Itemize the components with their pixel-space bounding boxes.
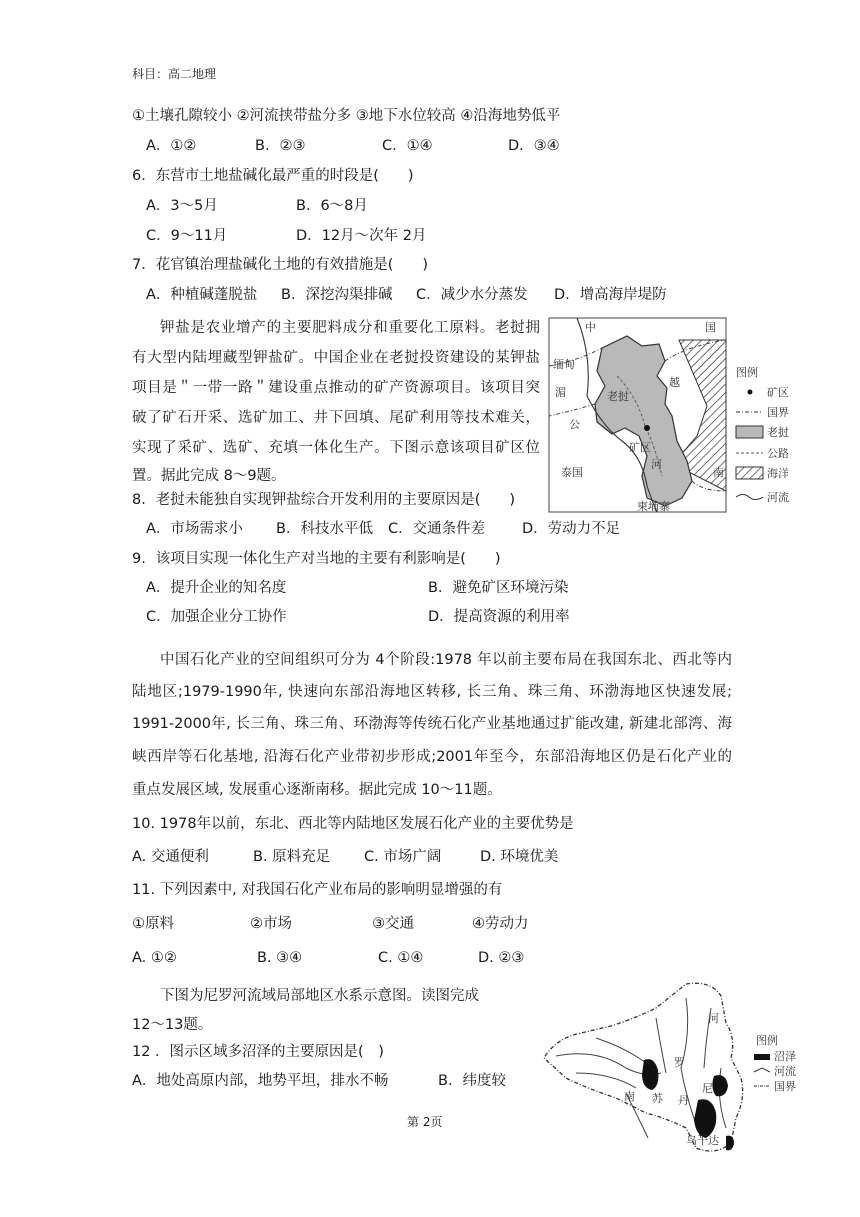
legend-river-icon	[736, 495, 763, 500]
label-nile-1: 罗	[674, 1056, 685, 1069]
q9-option-a: A．提升企业的知名度	[146, 580, 287, 596]
q10-option-c: C. 市场广阔	[364, 849, 442, 865]
q7-option-b: B．深挖沟渠排碱	[281, 287, 393, 303]
label-laos: 老挝	[607, 390, 629, 403]
q10-option-b: B. 原料充足	[253, 849, 331, 865]
passage-nile-line-1: 下图为尼罗河流域局部地区水系示意图。读图完成	[160, 988, 479, 1004]
label-nile-river: 河	[708, 1012, 719, 1025]
q9-option-b: B．避免矿区环境污染	[428, 580, 569, 596]
q5-option-b: B．②③	[255, 138, 306, 154]
passage-laos-line-4: 破了矿石开采、选矿加工、井下回填、尾矿利用等技术难关，	[132, 410, 540, 426]
q8-stem: 8．老挝未能独自实现钾盐综合开发利用的主要原因是( )	[132, 492, 516, 508]
passage-petro-line-4: 峡西岸等石化基地, 沿海石化产业带初步形成;2001年至今，东部沿海地区仍是石化产业的	[132, 749, 732, 765]
legend-laos: 老挝	[767, 426, 789, 439]
legend-nile-river: 河流	[774, 1065, 796, 1078]
legend-road: 公路	[767, 447, 789, 460]
q10-stem: 10. 1978年以前，东北、西北等内陆地区发展石化产业的主要优势是	[132, 816, 574, 832]
q12-option-a: A．地处高原内部，地势平坦，排水不畅	[132, 1073, 389, 1089]
legend-river: 河流	[767, 491, 789, 504]
q11-option-a: A. ①②	[132, 950, 177, 966]
q12-option-b: B．纬度较	[438, 1073, 506, 1089]
q8-option-d: D．劳动力不足	[522, 521, 621, 537]
label-river-2: 公	[569, 418, 580, 431]
passage-laos-line-6: 置。据此完成 8～9题。	[132, 468, 286, 484]
label-river-3: 河	[651, 458, 662, 471]
passage-laos-line-1: 钾盐是农业增产的主要肥料成分和重要化工原料。老挝拥	[160, 320, 540, 336]
nile-drainage-map	[536, 978, 806, 1160]
q8-option-a: A．市场需求小	[146, 521, 243, 537]
page-number: 第 2页	[407, 1115, 443, 1129]
legend-sea: 海洋	[767, 467, 789, 480]
q9-option-d: D．提高资源的利用率	[428, 609, 570, 625]
nile-legend-title: 图例	[756, 1034, 778, 1047]
label-vietnam-2: 南	[713, 466, 724, 479]
q11-factor-2: ②市场	[250, 916, 292, 932]
q6-option-c: C．9～11月	[146, 228, 228, 244]
q5-option-c: C．①④	[382, 138, 433, 154]
q8-option-c: C．交通条件差	[388, 521, 486, 537]
q8-option-b: B．科技水平低	[276, 521, 373, 537]
q11-option-d: D. ②③	[478, 950, 525, 966]
legend-nile-river-icon	[754, 1068, 770, 1072]
label-vietnam-1: 越	[669, 376, 680, 389]
label-river-1: 湄	[555, 386, 566, 399]
q11-option-c: C. ①④	[378, 950, 424, 966]
passage-laos-line-5: 实现了采矿、选矿、充填一体化生产。下图示意该项目矿区位	[132, 440, 540, 456]
q9-option-c: C．加强企业分工协作	[146, 609, 287, 625]
passage-laos-line-2: 有大型内陆埋藏型钾盐矿。中国企业在老挝投资建设的某钾盐	[132, 350, 540, 366]
q10-option-d: D. 环境优美	[480, 849, 559, 865]
q9-stem: 9．该项目实现一体化生产对当地的主要有利影响是( )	[132, 551, 501, 567]
label-uganda: 乌干达	[686, 1134, 719, 1147]
q7-option-c: C．减少水分蒸发	[416, 287, 528, 303]
label-thailand: 泰国	[561, 466, 583, 479]
passage-petro-line-2: 陆地区;1979-1990年, 快速向东部沿海地区转移, 长三角、珠三角、环渤海地区快速发展;	[132, 684, 732, 700]
label-nile-3: 苏	[652, 1092, 663, 1105]
label-mine: 矿区	[629, 441, 651, 454]
label-china-1: 中	[585, 321, 596, 334]
q6-option-b: B．6～8月	[296, 198, 368, 214]
label-nile-4: 丹	[678, 1094, 689, 1107]
passage-nile-line-2: 12～13题。	[132, 1017, 213, 1033]
legend-swamp-icon	[754, 1054, 770, 1060]
q7-option-a: A．种植碱蓬脱盐	[146, 287, 258, 303]
passage-petro-line-5: 重点发展区域, 发展重心逐渐南移。据此完成 10～11题。	[132, 782, 502, 798]
label-nile-2: 南	[624, 1090, 635, 1103]
subject-header: 科目：高二地理	[132, 67, 217, 81]
passage-petro-line-3: 1991-2000年, 长三角、珠三角、环渤海等传统石化产业基地通过扩能改建, 新建北部湾、海	[132, 716, 732, 732]
q6-stem: 6．东营市土地盐碱化最严重的时段是( )	[132, 168, 414, 184]
label-china-2: 国	[705, 321, 716, 334]
legend-border: 国界	[767, 406, 789, 419]
q7-stem: 7．花官镇治理盐碱化土地的有效措施是( )	[132, 257, 429, 273]
legend-sea-icon	[736, 467, 763, 479]
q5-factors: ①土壤孔隙较小 ②河流挟带盐分多 ③地下水位较高 ④沿海地势低平	[132, 108, 561, 124]
label-myanmar: 缅甸	[553, 358, 575, 371]
legend-title: 图例	[736, 366, 758, 379]
legend-nile-border: 国界	[774, 1080, 796, 1093]
legend-mine: 矿区	[767, 386, 789, 399]
q11-option-b: B. ③④	[257, 950, 303, 966]
laos-mine-map	[547, 316, 797, 516]
q10-option-a: A. 交通便利	[132, 849, 209, 865]
q11-factor-4: ④劳动力	[472, 916, 529, 932]
q11-stem: 11. 下列因素中, 对我国石化产业布局的影响明显增强的有	[132, 882, 503, 898]
mine-dot	[644, 425, 650, 431]
q12-stem: 12 ．图示区域多沼泽的主要原因是( )	[132, 1044, 384, 1060]
q5-option-d: D．③④	[508, 138, 560, 154]
swamp-4	[726, 1136, 734, 1151]
q11-factor-1: ①原料	[132, 916, 174, 932]
q7-option-d: D．增高海岸堤防	[554, 287, 667, 303]
legend-mine-icon	[748, 390, 753, 395]
passage-petro-line-1: 中国石化产业的空间组织可分为 4个阶段:1978 年以前主要布局在我国东北、西北等内	[160, 652, 732, 668]
legend-laos-icon	[736, 426, 763, 438]
q11-factor-3: ③交通	[372, 916, 414, 932]
q6-option-d: D．12月～次年 2月	[296, 228, 427, 244]
label-cambodia: 柬埔寨	[637, 500, 670, 513]
legend-swamp: 沼泽	[774, 1050, 796, 1063]
passage-laos-line-3: 项目是＂一带一路＂建设重点推动的矿产资源项目。该项目突	[132, 380, 540, 396]
q5-option-a: A．①②	[146, 138, 197, 154]
q6-option-a: A．3～5月	[146, 198, 218, 214]
label-nile-5: 尼	[702, 1082, 713, 1095]
